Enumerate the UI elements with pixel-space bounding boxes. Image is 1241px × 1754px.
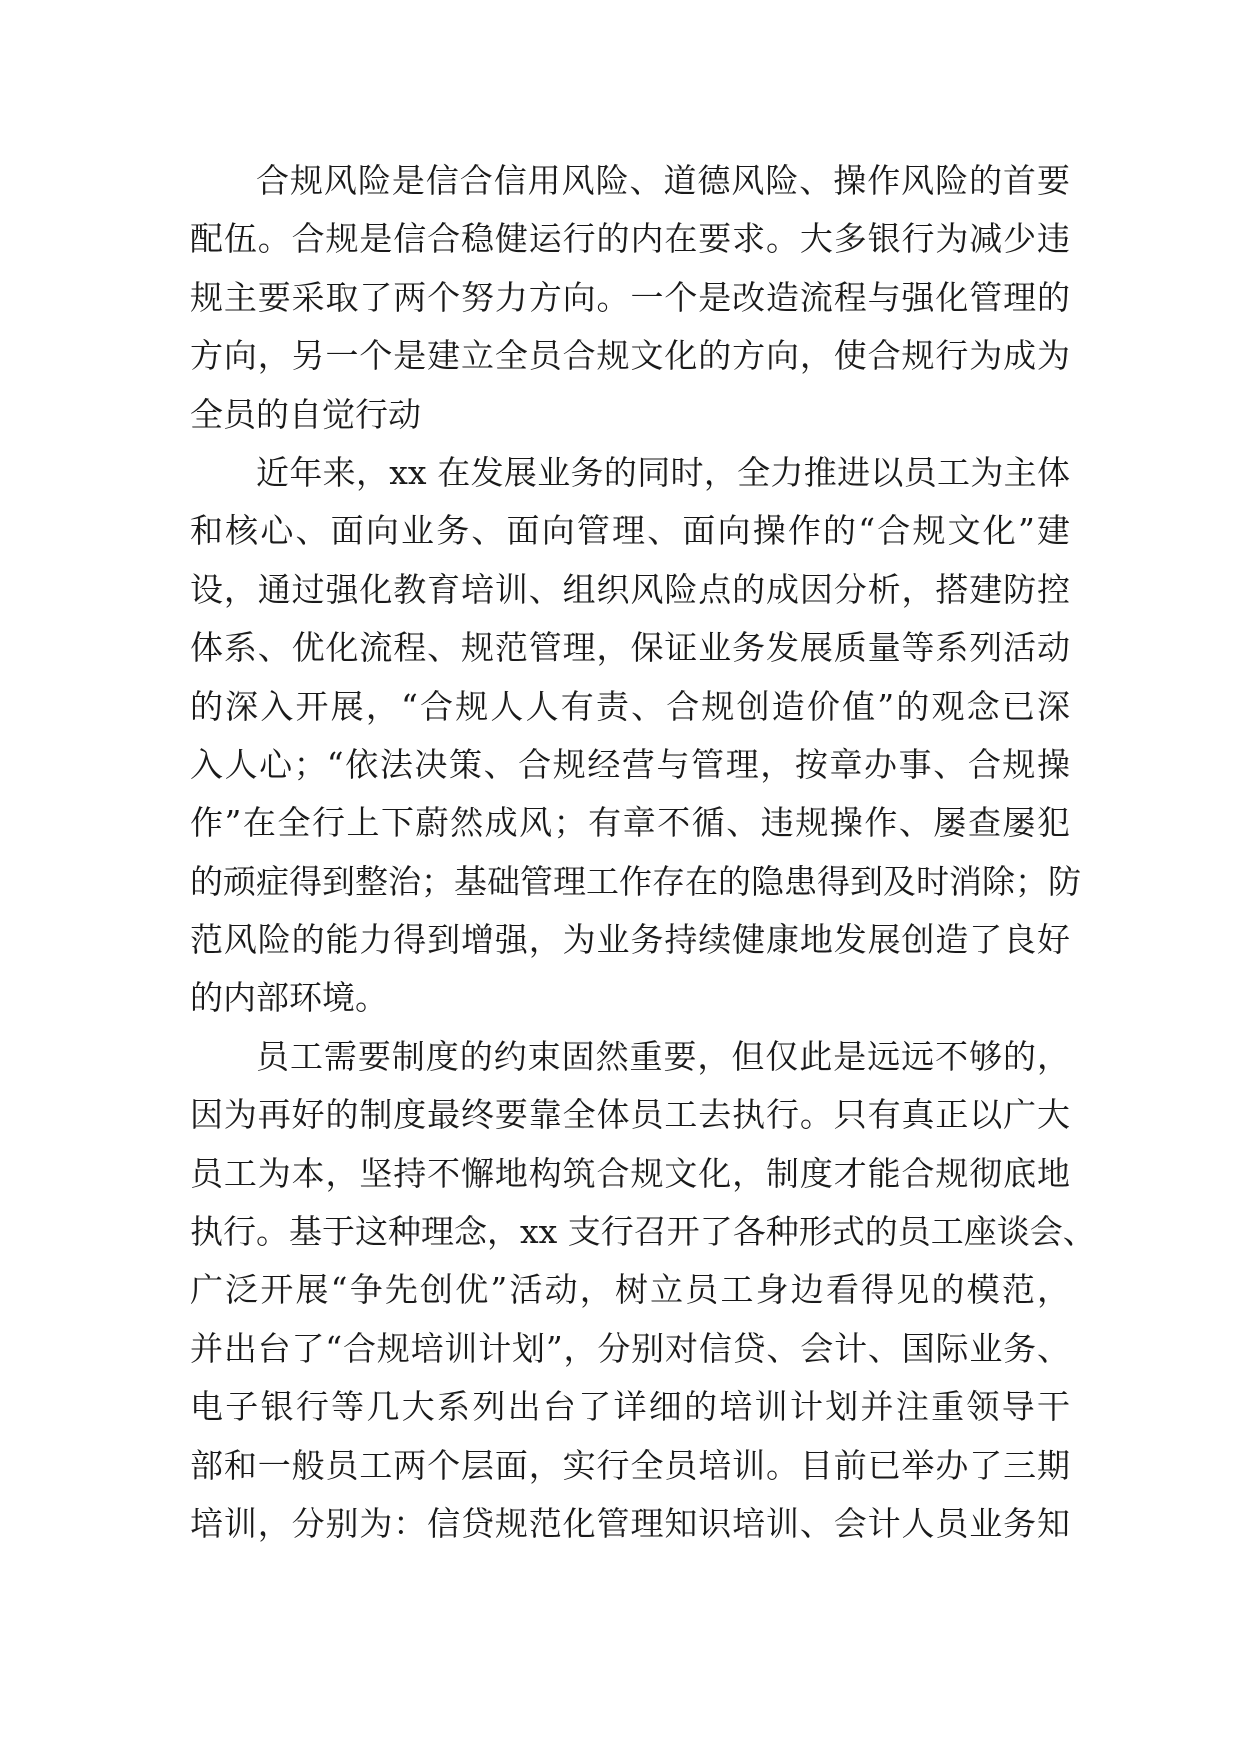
text-line: 的顽症得到整治；基础管理工作存在的隐患得到及时消除；防 — [190, 861, 1081, 901]
text-line: 的内部环境。 — [190, 978, 388, 1018]
text-line: 因为再好的制度最终要靠全体员工去执行。只有真正以广大 — [190, 1095, 1070, 1135]
paragraph-2 — [190, 444, 1081, 1028]
text-line: 入人心；“依法决策、合规经营与管理，按章办事、合规操 — [190, 744, 1070, 784]
text-line: 电子银行等几大系列出台了详细的培训计划并注重领导干 — [190, 1387, 1070, 1427]
paragraph-3 — [190, 1028, 1096, 1554]
text-line: 员工需要制度的约束固然重要，但仅此是远远不够的， — [256, 1036, 1070, 1076]
document-body — [190, 152, 1096, 1553]
text-line: 作”在全行上下蔚然成风；有章不循、违规操作、屡查屡犯 — [190, 803, 1070, 843]
text-line: 部和一般员工两个层面，实行全员培训。目前已举办了三期 — [190, 1445, 1070, 1485]
text-line: 方向，另一个是建立全员合规文化的方向，使合规行为成为 — [190, 336, 1070, 376]
text-line: 执行。基于这种理念，xx 支行召开了各种形式的员工座谈会、 — [190, 1212, 1096, 1252]
text-line: 体系、优化流程、规范管理，保证业务发展质量等系列活动 — [190, 628, 1070, 668]
paragraph-1 — [190, 152, 1070, 444]
text-line: 近年来，xx 在发展业务的同时，全力推进以员工为主体 — [256, 452, 1070, 492]
text-line: 范风险的能力得到增强，为业务持续健康地发展创造了良好 — [190, 920, 1070, 960]
text-line: 员工为本，坚持不懈地构筑合规文化，制度才能合规彻底地 — [190, 1153, 1070, 1193]
text-line: 配伍。合规是信合稳健运行的内在要求。大多银行为减少违 — [190, 219, 1070, 259]
text-line: 设，通过强化教育培训、组织风险点的成因分析，搭建防控 — [190, 569, 1070, 609]
text-line: 广泛开展“争先创优”活动，树立员工身边看得见的模范， — [190, 1270, 1070, 1310]
text-line: 规主要采取了两个努力方向。一个是改造流程与强化管理的 — [190, 277, 1070, 317]
text-line: 培训，分别为：信贷规范化管理知识培训、会计人员业务知 — [190, 1503, 1070, 1543]
text-line: 全员的自觉行动 — [190, 394, 421, 434]
text-line: 和核心、面向业务、面向管理、面向操作的“合规文化”建 — [190, 511, 1070, 551]
text-line: 的深入开展，“合规人人有责、合规创造价值”的观念已深 — [190, 686, 1070, 726]
text-line: 合规风险是信合信用风险、道德风险、操作风险的首要 — [256, 161, 1070, 200]
text-line: 并出台了“合规培训计划”，分别对信贷、会计、国际业务、 — [190, 1328, 1070, 1368]
